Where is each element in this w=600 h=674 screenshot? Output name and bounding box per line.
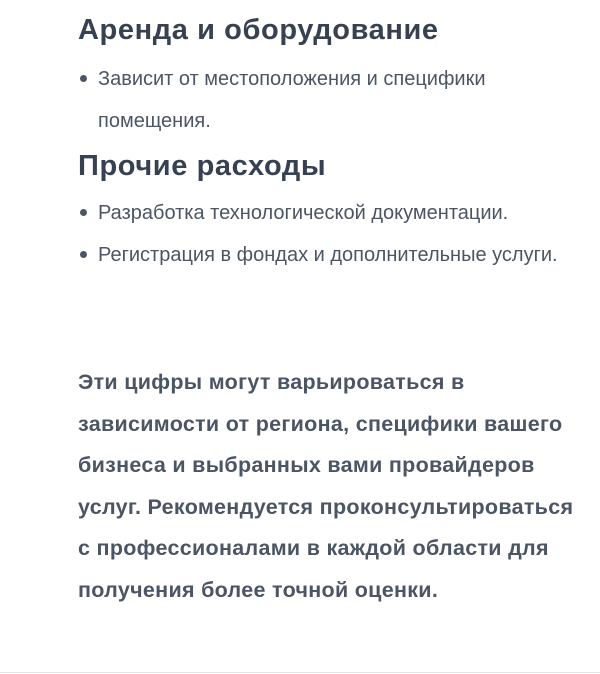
list-item-text: Зависит от местоположения и специфики помещения. xyxy=(98,68,486,132)
divider xyxy=(0,672,600,673)
list-item xyxy=(78,58,578,142)
list-item-text: Разработка технологической документации. xyxy=(98,202,509,224)
section-title-other-expenses: Прочие расходы xyxy=(78,150,327,182)
bullet-icon xyxy=(80,75,87,82)
rent-equipment-list xyxy=(78,58,578,142)
list-item-text: Регистрация в фондах и дополнительные услуги. xyxy=(98,244,558,266)
summary-paragraph: Эти цифры могут варьироваться в зависимости от региона, специфики вашего бизнеса и выбранных вами провайдеров услуг. Рекомендуется проконсультироваться с профессионалами в каждой области для получения более точной оценки. xyxy=(78,370,574,602)
bullet-icon xyxy=(80,209,87,216)
section-title-rent-equipment: Аренда и оборудование xyxy=(78,14,439,46)
other-expenses-list xyxy=(78,192,578,276)
bullet-icon xyxy=(80,251,87,258)
list-item xyxy=(78,234,578,276)
list-item xyxy=(78,192,578,234)
